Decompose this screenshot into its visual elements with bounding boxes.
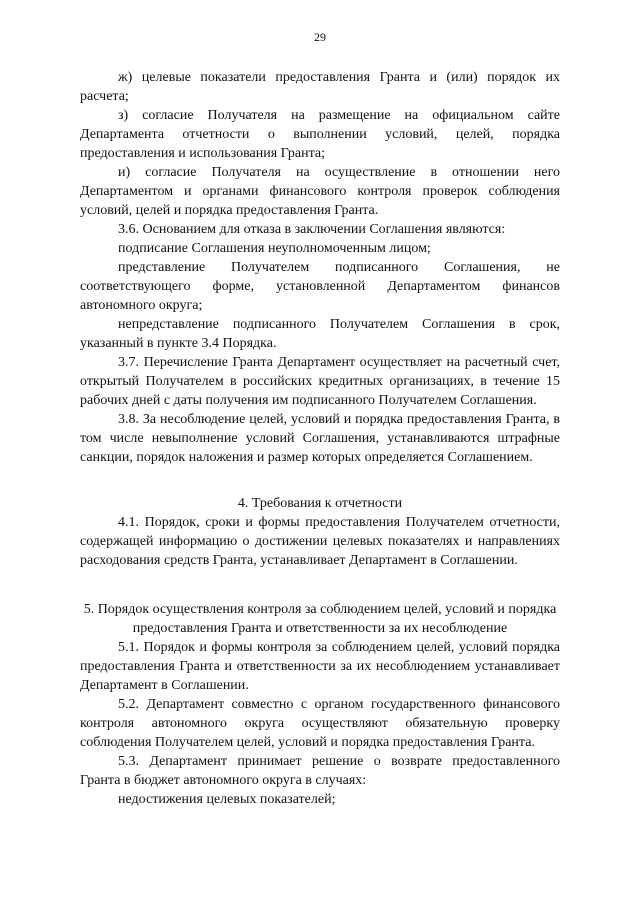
document-body — [80, 68, 560, 809]
paragraph: 3.7. Перечисление Гранта Департамент осуществляет на расчетный счет, открытый Получателем в российских кредитных организациях, в течение 15 рабочих дней с даты получения им подписанного Получателем Соглашения. — [80, 355, 560, 408]
paragraph: и) согласие Получателя на осуществление в отношении него Департаментом и органами финансового контроля проверок соблюдения условий, целей и порядка предоставления Гранта. — [80, 165, 560, 218]
paragraph: представление Получателем подписанного Соглашения, не соответствующего форме, установленной Департаментом финансов автономного округа; — [80, 260, 560, 313]
paragraph: 5.3. Департамент принимает решение о возврате предоставленного Гранта в бюджет автономного округа в случаях: — [80, 754, 560, 788]
paragraph: 5.2. Департамент совместно с органом государственного финансового контроля автономного округа осуществляют обязательную проверку соблюдения Получателем целей, условий и порядка предоставления Гранта. — [80, 697, 560, 750]
paragraph: подписание Соглашения неуполномоченным лицом; — [118, 241, 431, 256]
paragraph: ж) целевые показатели предоставления Гранта и (или) порядок их расчета; — [80, 70, 560, 104]
section-4-heading: 4. Требования к отчетности — [237, 496, 403, 511]
paragraph: 3.6. Основанием для отказа в заключении Соглашения являются: — [118, 222, 506, 237]
paragraph: 3.8. За несоблюдение целей, условий и порядка предоставления Гранта, в том числе невыполнение условий Соглашения, устанавливаются штрафные санкции, порядок наложения и размер которых определяется Соглашением. — [80, 412, 560, 465]
paragraph: недостижения целевых показателей; — [118, 792, 336, 807]
paragraph: 4.1. Порядок, сроки и формы предоставления Получателем отчетности, содержащей информацию о достижении целевых показателях и направлениях расходования средств Гранта, устанавливает Департамент в Соглашении. — [80, 515, 560, 568]
section-5-heading: 5. Порядок осуществления контроля за соблюдением целей, условий и порядка предоставления Гранта и ответственности за их несоблюдение — [83, 602, 557, 636]
page-number: 29 — [314, 30, 326, 44]
paragraph: з) согласие Получателя на размещение на официальном сайте Департамента отчетности о выполнении условий, целей, порядка предоставления и использования Гранта; — [80, 108, 560, 161]
paragraph: непредставление подписанного Получателем Соглашения в срок, указанный в пункте 3.4 Порядка. — [80, 317, 560, 351]
paragraph: 5.1. Порядок и формы контроля за соблюдением целей, условий порядка предоставления Гранта и ответственности за их несоблюдением устанавливает Департамент в Соглашении. — [80, 640, 560, 693]
